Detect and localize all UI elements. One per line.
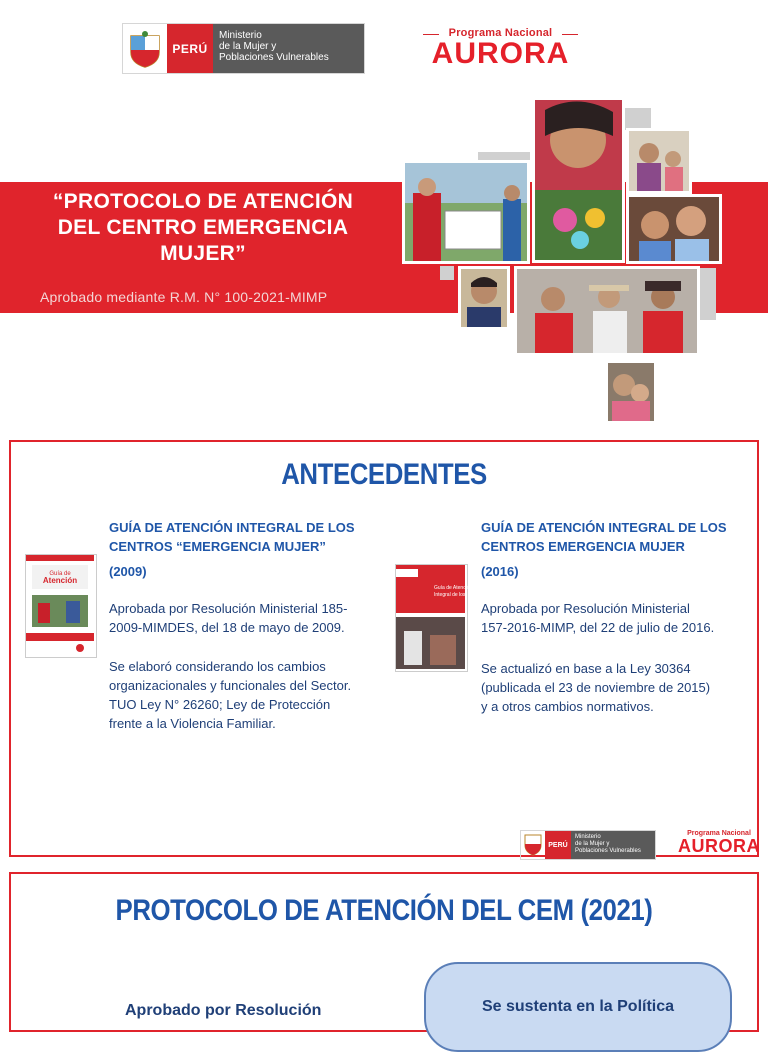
note-line: y a otros cambios normativos. [481, 699, 654, 714]
policy-box-text: Se sustenta en la Política [481, 998, 675, 1015]
antecedentes-title: ANTECEDENTES [281, 458, 487, 491]
note-line: Se elaboró considerando los cambios [109, 659, 326, 674]
approval-line: 2009-MIMDES, del 18 de mayo de 2009. [109, 620, 345, 635]
ministry-line: Ministerio [575, 834, 601, 840]
note-line: (publicada el 23 de noviembre de 2015) [481, 680, 711, 695]
heading-line: CENTROS EMERGENCIA MUJER [481, 539, 685, 554]
svg-text:Atención: Atención [42, 576, 78, 585]
cover-subtitle: Aprobado mediante R.M. N° 100-2021-MIMP [40, 289, 328, 305]
guide-2009-year: (2009) [109, 564, 147, 579]
aurora-program-label: Programa Nacional [423, 27, 578, 39]
guide-2016-note [481, 659, 761, 716]
guide-2009 [109, 518, 399, 733]
note-line: Se actualizó en base a la Ley 30364 [481, 661, 691, 676]
guide-2009-heading [109, 518, 399, 556]
svg-text:Integral de los: Integral de los [434, 592, 466, 598]
ministry-line: de la Mujer y [219, 41, 277, 52]
aurora-name: AURORA [431, 37, 570, 70]
ministry-name [213, 24, 364, 73]
guide-2009-note [109, 657, 399, 733]
svg-text:Guía de Atención: Guía de Atención [434, 585, 473, 591]
note-line: frente a la Violencia Familiar. [109, 716, 276, 731]
collage-square [440, 266, 454, 280]
guide-2016-cover [395, 564, 473, 672]
policy-box [424, 962, 732, 1052]
guide-2009-cover [25, 554, 97, 658]
photo-woman-child [605, 360, 657, 424]
ministry-line: Poblaciones Vulnerables [575, 848, 641, 854]
cover-title [28, 189, 378, 267]
photo-smiling-woman [532, 97, 625, 263]
antecedentes-slide [9, 440, 759, 857]
note-line: TUO Ley N° 26260; Ley de Protección [109, 697, 331, 712]
cover-title-line: DEL CENTRO EMERGENCIA [57, 216, 349, 239]
collage-square [625, 108, 651, 130]
cover-title-line: MUJER” [160, 242, 246, 265]
approval-line: 157-2016-MIMP, del 22 de julio de 2016. [481, 620, 715, 635]
aurora-logo-small [675, 830, 763, 855]
ministry-logo-small [520, 830, 656, 860]
approval-line: Aprobada por Resolución Ministerial 185- [109, 601, 348, 616]
approval-line: Aprobada por Resolución Ministerial [481, 601, 690, 616]
aurora-logo [423, 27, 578, 77]
note-line: organizacionales y funcionales del Sector. [109, 678, 352, 693]
guide-2016-heading [481, 518, 761, 556]
ministry-logo [122, 23, 365, 74]
svg-text:Guía de: Guía de [49, 571, 71, 577]
guide-2016-approval [481, 599, 761, 637]
photo-team-thumbs-up [514, 266, 700, 356]
peru-label: PERÚ [167, 24, 213, 73]
peru-coat-of-arms-icon [521, 831, 545, 859]
aurora-program-label: Programa Nacional [687, 830, 751, 837]
photo-workers-sign [402, 160, 530, 264]
ministry-line: Poblaciones Vulnerables [219, 52, 329, 63]
peru-label: PERÚ [545, 831, 571, 859]
protocol-approval-text: Aprobado por Resolución [125, 1002, 322, 1019]
photo-boy [458, 266, 510, 330]
heading-line: CENTROS “EMERGENCIA MUJER” [109, 539, 326, 554]
ministry-line: Ministerio [219, 30, 262, 41]
heading-line: GUÍA DE ATENCIÓN INTEGRAL DE LOS [109, 520, 355, 535]
peru-coat-of-arms-icon [123, 24, 167, 73]
protocol-title: PROTOCOLO DE ATENCIÓN DEL CEM (2021) [115, 894, 653, 927]
guide-2016-year: (2016) [481, 564, 519, 579]
heading-line: GUÍA DE ATENCIÓN INTEGRAL DE LOS [481, 520, 727, 535]
ministry-name [571, 831, 655, 859]
cover-title-line: “PROTOCOLO DE ATENCIÓN [52, 190, 354, 213]
guide-2016 [481, 518, 761, 716]
cover-slide [0, 0, 768, 430]
photo-girls [626, 194, 722, 264]
collage-square [700, 268, 716, 320]
aurora-name: AURORA [678, 836, 760, 856]
guide-2009-approval [109, 599, 399, 637]
ministry-line: de la Mujer y [575, 841, 610, 847]
photo-mother-child [626, 128, 692, 194]
protocol-slide [9, 872, 759, 1032]
